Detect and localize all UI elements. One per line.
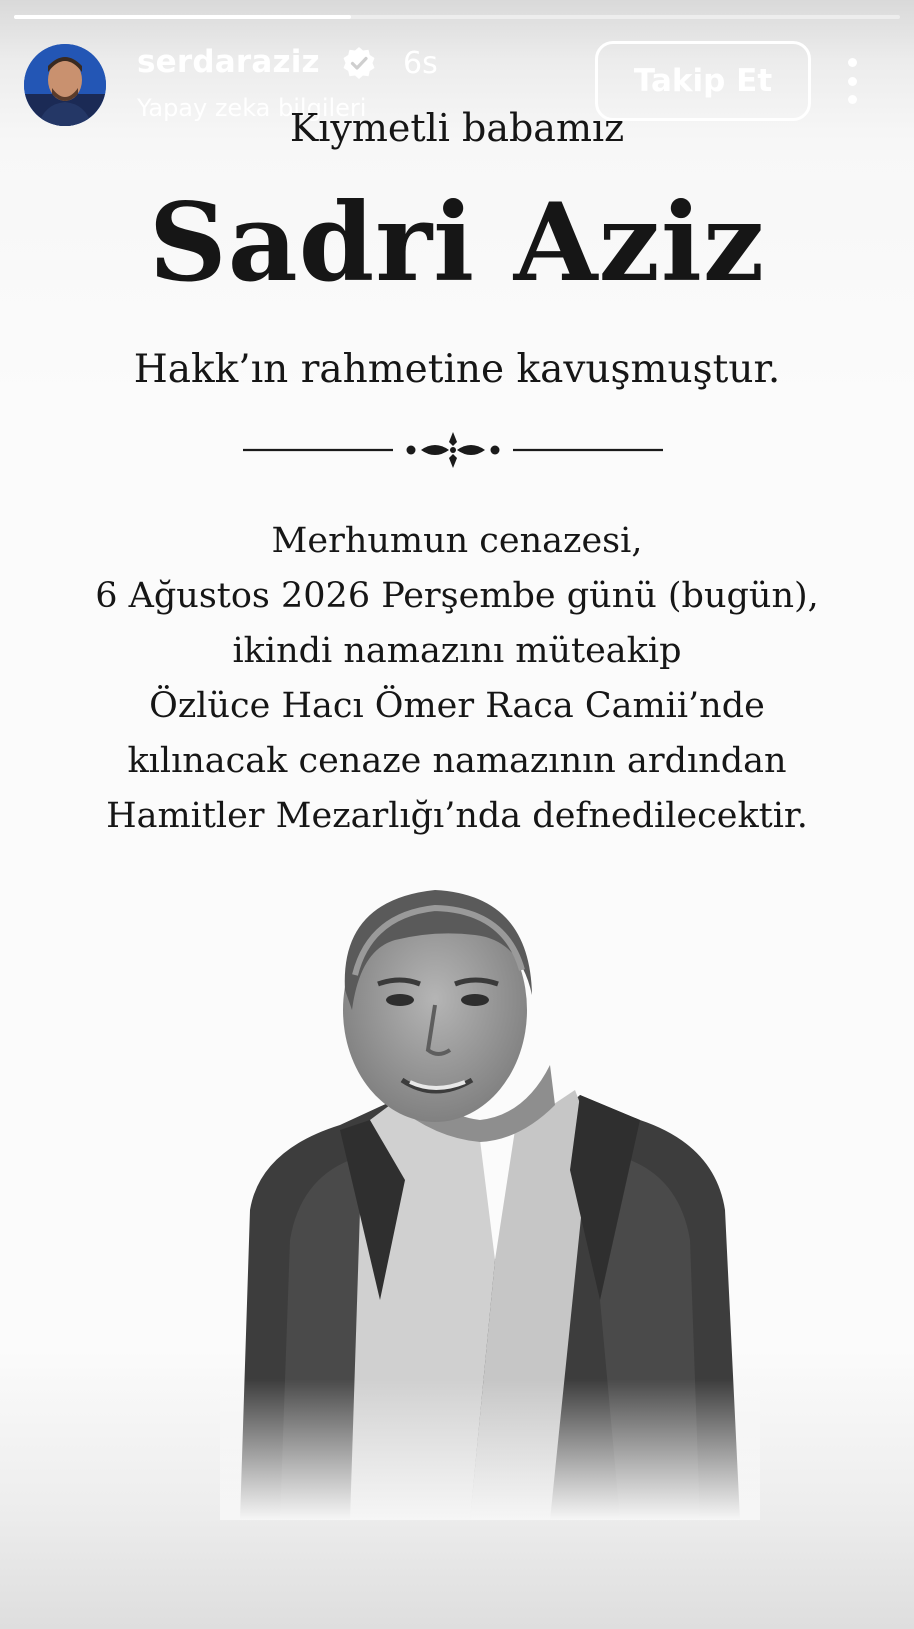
passed-away-text: Hakk’ın rahmetine kavuşmuştur. [133, 347, 781, 392]
funeral-details-line: kılınacak cenaze namazının ardından [127, 741, 787, 781]
story-progress-fill [14, 15, 351, 19]
funeral-details-line: ikindi namazını müteakip [232, 631, 682, 671]
deceased-portrait-photo [220, 880, 760, 1520]
funeral-details-line: Hamitler Mezarlığı’nda defnedilecektir. [106, 796, 808, 836]
funeral-details-line: Merhumun cenazesi, [271, 521, 643, 561]
funeral-details-line: 6 Ağustos 2026 Perşembe günü (bugün), [95, 576, 819, 616]
funeral-details [0, 514, 914, 844]
ai-info-link[interactable]: Yapay zeka bilgileri [137, 94, 367, 122]
ornament-divider [243, 430, 663, 470]
funeral-details-line: Özlüce Hacı Ömer Raca Camii’nde [149, 686, 765, 726]
story-username[interactable]: serdaraziz [137, 44, 320, 80]
story-progress-bar [14, 15, 900, 19]
verified-badge-icon [342, 46, 376, 80]
obituary-subtitle: Kıymetli babamız [289, 106, 625, 150]
more-options-icon[interactable] [840, 58, 864, 104]
deceased-name: Sadri Aziz [148, 180, 766, 306]
story-timestamp: 6s [403, 46, 438, 81]
follow-button[interactable]: Takip Et [595, 41, 811, 121]
